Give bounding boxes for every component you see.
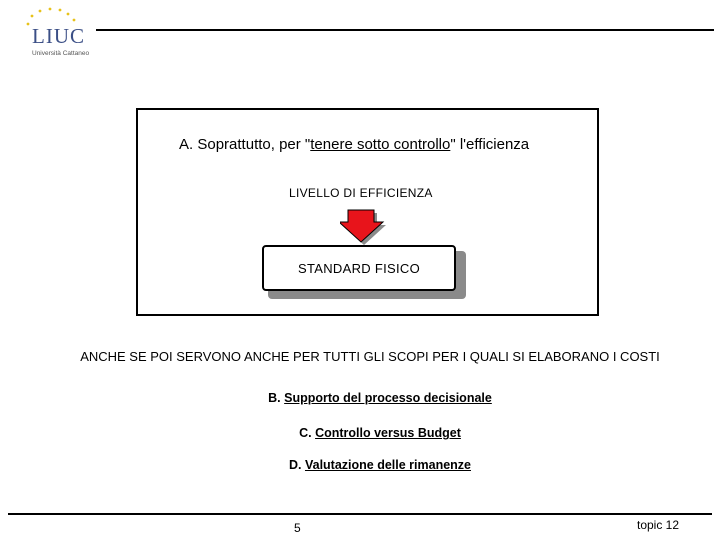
standard-box (262, 245, 456, 291)
header-rule (96, 29, 714, 31)
item-b (0, 391, 720, 405)
item-d-text: Valutazione delle rimanenze (304, 458, 471, 472)
down-arrow-icon (340, 209, 388, 247)
heading-a-suffix: " l'efficienza (450, 136, 530, 153)
liuc-logo (22, 6, 102, 56)
item-c-letter: C. (299, 426, 312, 440)
note-text: ANCHE SE POI SERVONO ANCHE PER TUTTI GLI SCOPI PER I QUALI SI ELABORANO I COSTI (80, 349, 660, 364)
item-c-text: Controllo versus Budget (315, 426, 461, 440)
topic-label: topic 12 (637, 518, 680, 532)
heading-a (179, 136, 529, 153)
heading-a-prefix: Soprattutto, per " (197, 136, 311, 153)
item-c (0, 426, 720, 440)
heading-a-underlined: tenere sotto controllo (310, 136, 451, 153)
item-b-letter: B. (268, 391, 281, 405)
heading-a-letter: A. (179, 136, 194, 153)
logo-name: LIUC (32, 24, 85, 48)
item-d (0, 458, 720, 472)
item-b-text: Supporto del processo decisionale (284, 391, 492, 405)
item-d-letter: D. (288, 458, 302, 472)
footer-rule (8, 513, 712, 515)
level-label: LIVELLO DI EFFICIENZA (289, 186, 433, 200)
standard-label: STANDARD FISICO (298, 260, 420, 276)
page-number: 5 (294, 521, 301, 535)
logo-subtitle: Università Cattaneo (32, 50, 90, 57)
